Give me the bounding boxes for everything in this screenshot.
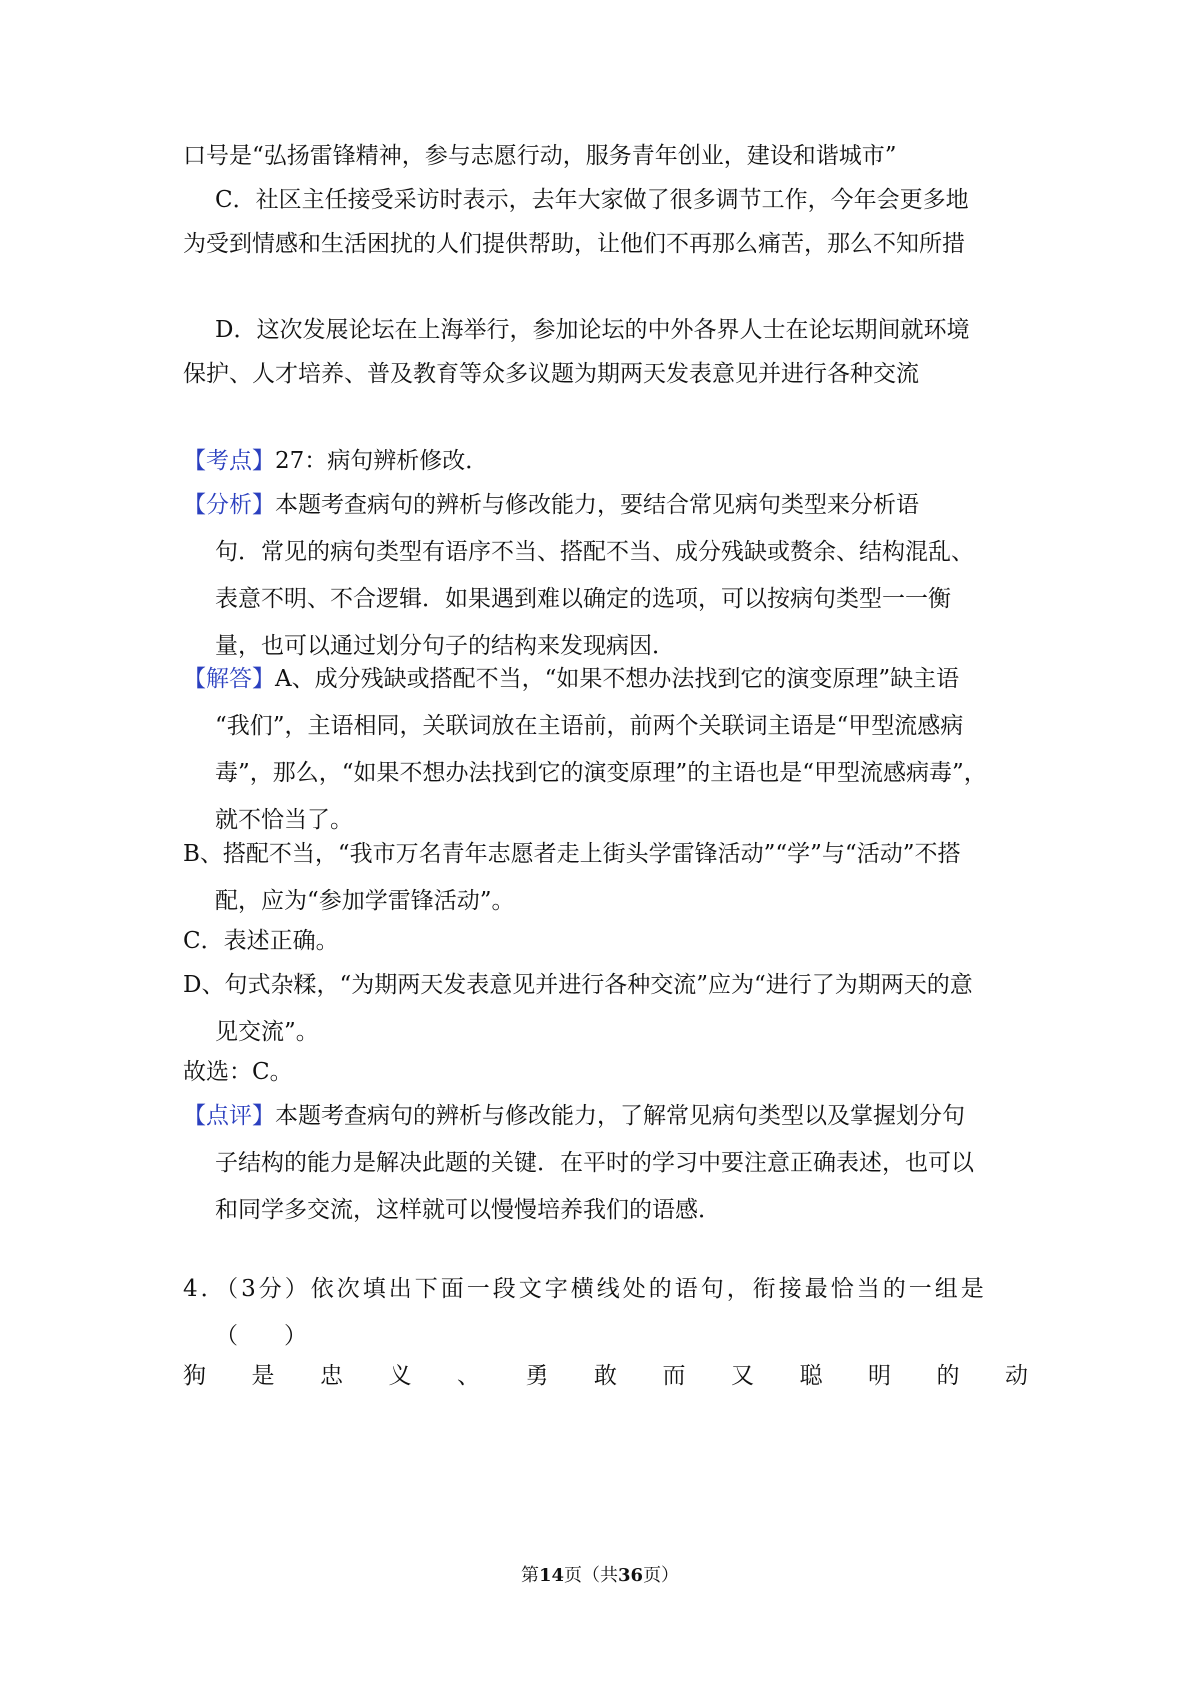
passage-char: 、 — [457, 1363, 480, 1389]
kaodian-text: 27：病句辨析修改． — [275, 448, 489, 474]
option-c-line-1: C．社区主任接受采访时表示，去年大家做了很多调节工作，今年会更多地 — [215, 187, 969, 213]
dianping-line: 子结构的能力是解决此题的关键．在平时的学习中要注意正确表述，也可以 — [215, 1150, 974, 1176]
dianping-line: 和同学多交流，这样就可以慢慢培养我们的语感． — [215, 1197, 721, 1223]
footer-middle: 页（共 — [564, 1565, 618, 1586]
passage-char: 明 — [868, 1363, 891, 1389]
option-d-line-1: D．这次发展论坛在上海举行，参加论坛的中外各界人士在论坛期间就环境 — [215, 317, 970, 343]
passage-char: 动 — [1005, 1363, 1028, 1389]
question-4-stem: 4．（3分）依次填出下面一段文字横线处的语句，衔接最恰当的一组是 — [183, 1276, 987, 1302]
answer-b-line: B、搭配不当，“我市万名青年志愿者走上街头学雷锋活动”“学”与“活动”不搭 — [183, 841, 961, 867]
passage-char: 忠 — [320, 1363, 343, 1389]
answer-b-line: 配，应为“参加学雷锋活动”。 — [215, 888, 515, 914]
option-d-line-2: 保护、人才培养、普及教育等众多议题为期两天发表意见并进行各种交流 — [183, 361, 919, 387]
passage-char: 而 — [662, 1363, 686, 1389]
answer-d-section — [183, 962, 1028, 1056]
passage-line — [183, 1353, 1028, 1400]
fenxi-section — [183, 482, 1028, 670]
passage-char: 勇 — [525, 1363, 549, 1389]
dianping-tag: 【点评】 — [183, 1103, 275, 1129]
jieda-line: A、成分残缺或搭配不当，“如果不想办法找到它的演变原理”缺主语 — [275, 666, 960, 692]
answer-d-line: 见交流”。 — [215, 1019, 319, 1045]
total-pages: 36 — [618, 1565, 644, 1586]
fenxi-line: 句．常见的病句类型有语序不当、搭配不当、成分残缺或赘余、结构混乱、 — [215, 539, 974, 565]
passage-char: 敢 — [594, 1363, 617, 1389]
fenxi-line: 表意不明、不合逻辑．如果遇到难以确定的选项，可以按病句类型一一衡 — [215, 586, 951, 612]
fenxi-line: 本题考查病句的辨析与修改能力，要结合常见病句类型来分析语 — [275, 492, 919, 518]
final-answer: 故选：C。 — [183, 1059, 293, 1085]
kaodian-tag: 【考点】 — [183, 448, 275, 474]
option-b-continuation: 口号是“弘扬雷锋精神，参与志愿行动，服务青年创业，建设和谐城市” — [183, 143, 897, 169]
passage-char: 狗 — [183, 1363, 206, 1389]
option-c-line-2: 为受到情感和生活困扰的人们提供帮助，让他们不再那么痛苦，那么不知所措 — [183, 231, 965, 257]
question-4-blank: （ ） — [215, 1323, 307, 1349]
passage-char: 义 — [388, 1363, 412, 1389]
fenxi-line: 量，也可以通过划分句子的结构来发现病因． — [215, 633, 675, 659]
fenxi-tag: 【分析】 — [183, 492, 275, 518]
dianping-line: 本题考查病句的辨析与修改能力，了解常见病句类型以及掌握划分句 — [275, 1103, 965, 1129]
kaodian-section — [183, 438, 1028, 485]
dianping-section — [183, 1093, 1028, 1234]
jieda-tag: 【解答】 — [183, 666, 275, 692]
passage-char: 聪 — [799, 1363, 823, 1389]
footer-prefix: 第 — [520, 1565, 539, 1586]
jieda-section — [183, 656, 1028, 844]
jieda-line: 毒”，那么，“如果不想办法找到它的演变原理”的主语也是“甲型流感病毒”， — [215, 760, 987, 786]
passage-char: 的 — [936, 1363, 960, 1389]
answer-c: C．表述正确。 — [183, 928, 339, 954]
footer-suffix: 页） — [643, 1565, 680, 1586]
jieda-line: “我们”，主语相同，关联词放在主语前，前两个关联词主语是“甲型流感病 — [215, 713, 964, 739]
passage-char: 又 — [731, 1363, 754, 1389]
answer-b-section — [183, 831, 1028, 925]
page-number: 14 — [538, 1565, 564, 1586]
question-4 — [183, 1266, 1028, 1360]
jieda-line: 就不恰当了。 — [215, 807, 353, 833]
page-footer — [0, 1561, 1200, 1587]
passage-char: 是 — [251, 1363, 275, 1389]
answer-d-line: D、句式杂糅，“为期两天发表意见并进行各种交流”应为“进行了为期两天的意 — [183, 972, 973, 998]
